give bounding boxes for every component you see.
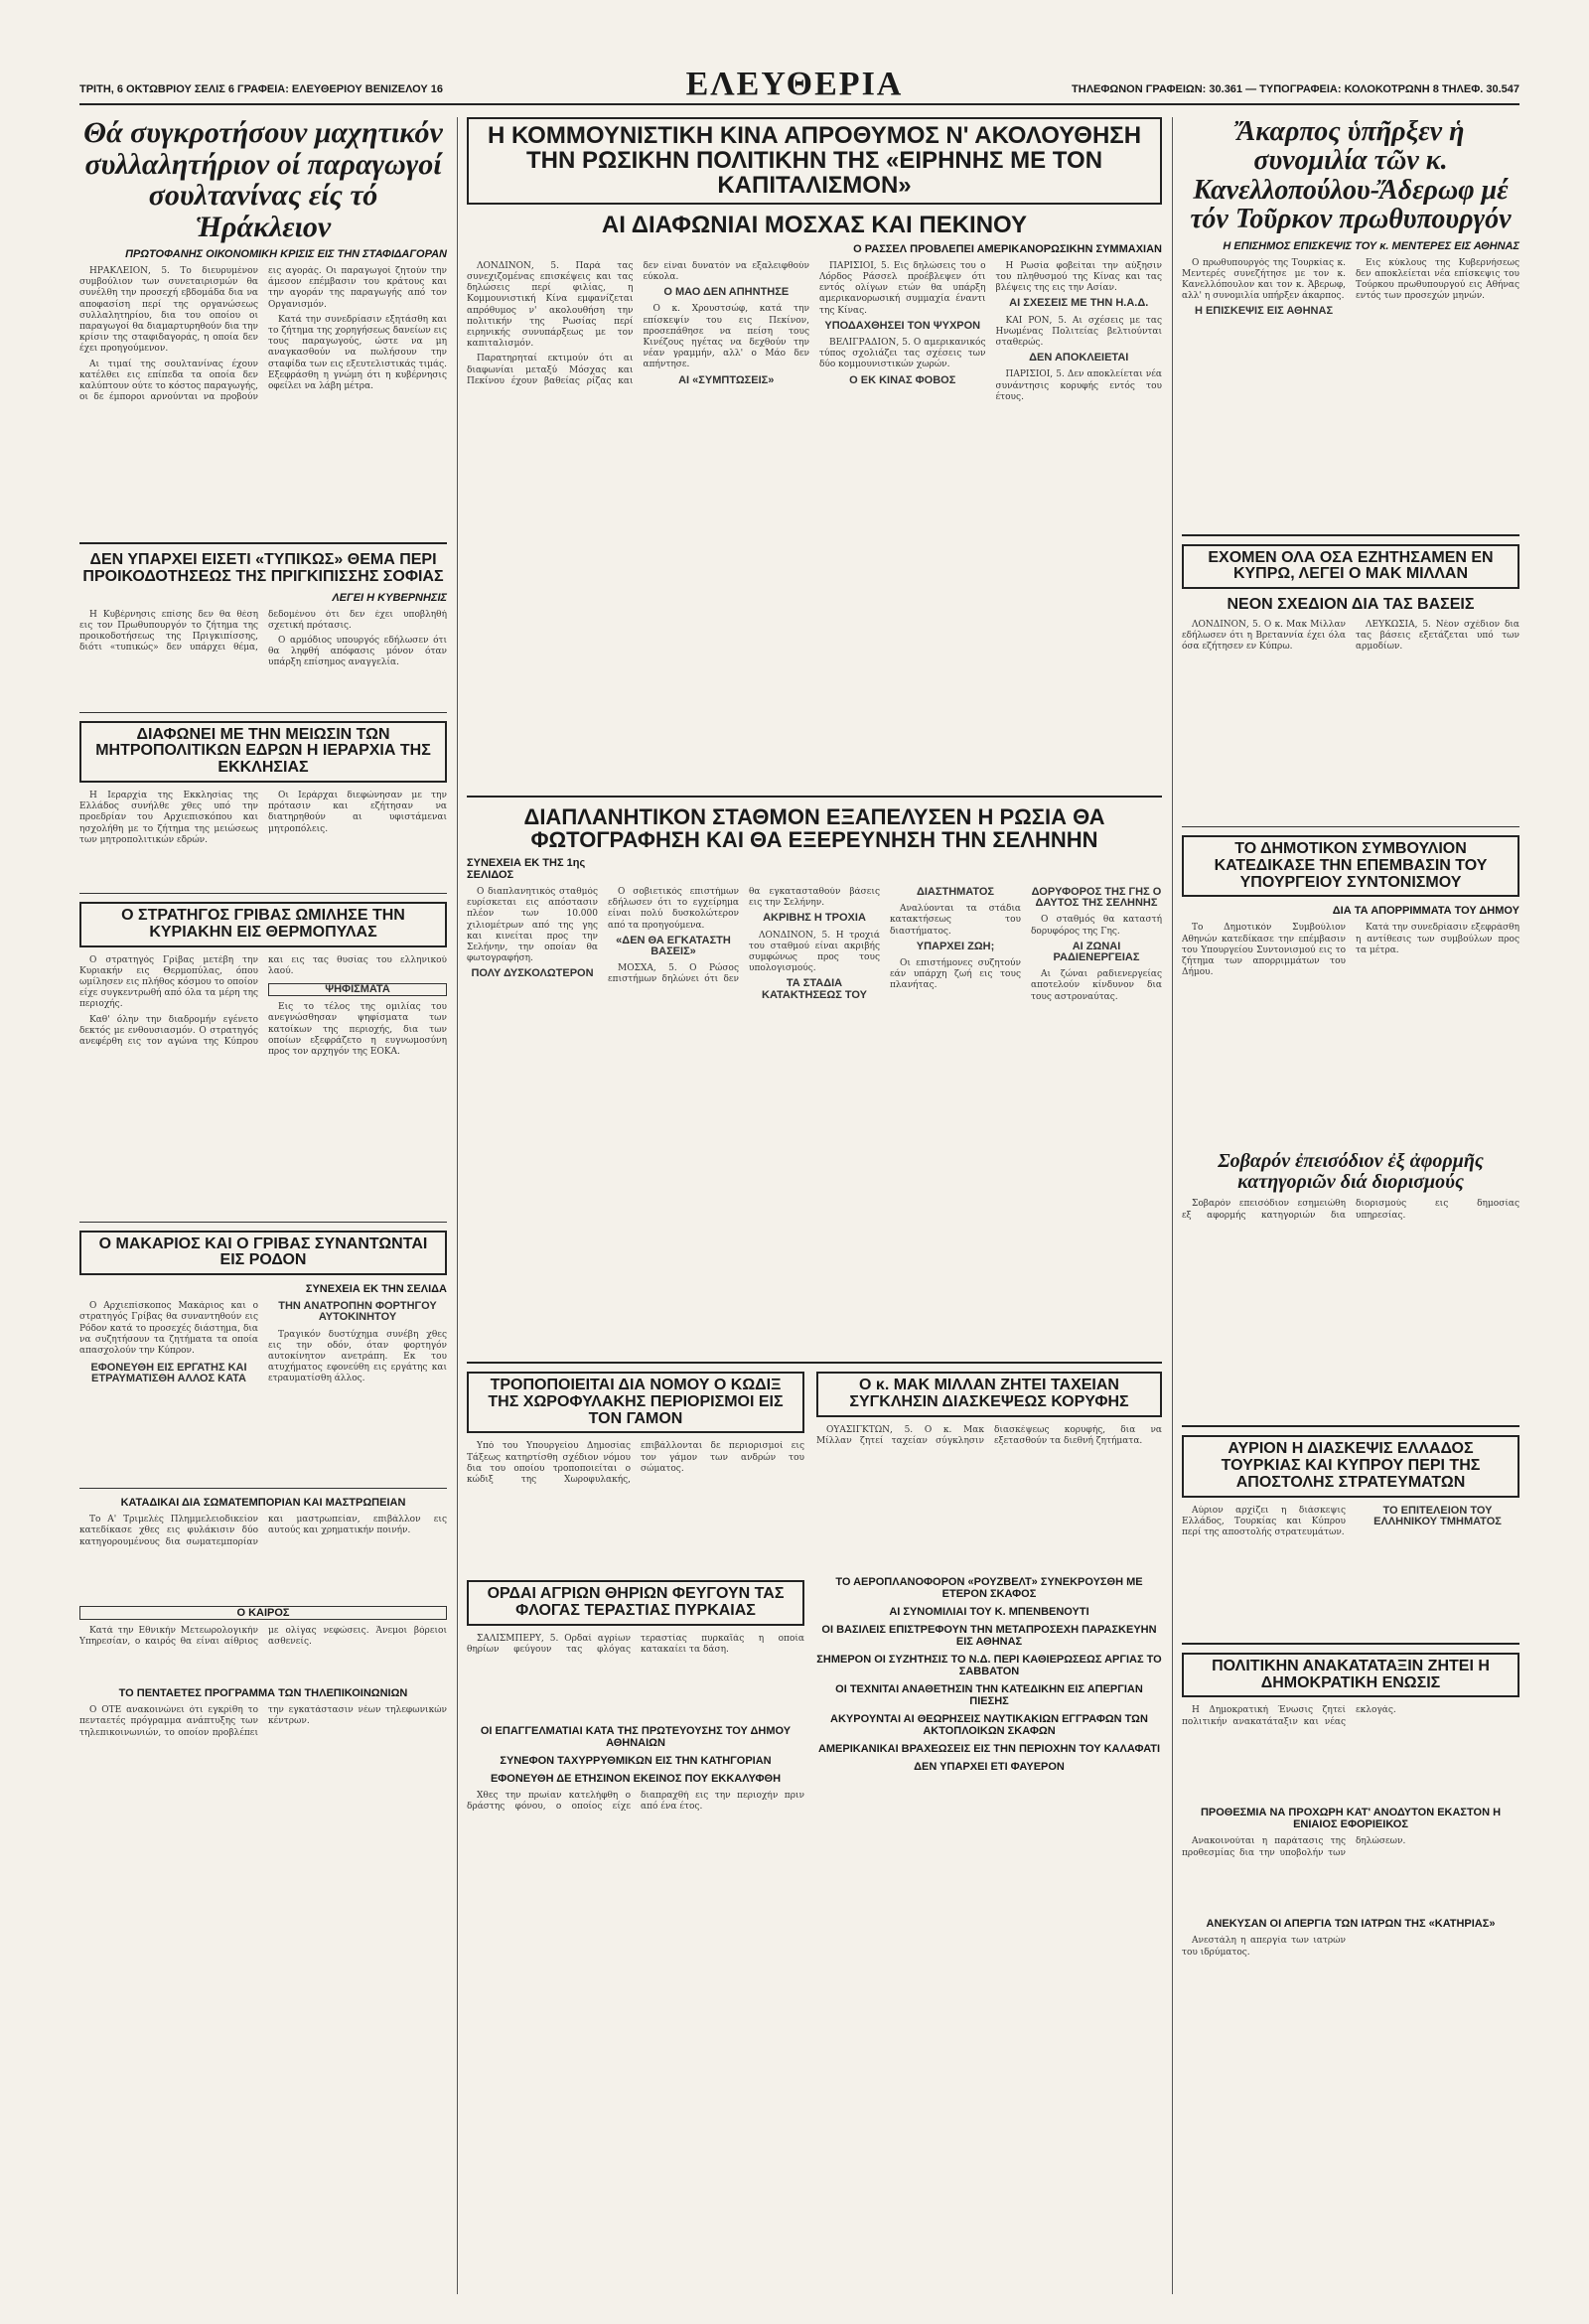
- article-body: ΛΟΝΔΙΝΟΝ, 5. Παρά τας συνεχιζομένας επισκέψεις και τας δηλώσεις περί φιλίας, η Κομμουνιστική Κίνα εμφανίζεται απρόθυμος ν' ακολουθήση την πολιτικήν της Ρωσίας περί ειρηνικής συνυπάρξεως με τον καπιταλισμόν. Παρατηρηταί εκτιμούν ότι αι διαφωνίαι μεταξύ Μόσχας και Πεκίνου έχουν βαθείας ρίζας και δεν είναι δυνατόν να εξαλειφθούν εύκολα. Ο ΜΑΟ ΔΕΝ ΑΠΗΝΤΗΣΕ Ο κ. Χρουστσώφ, κατά την επίσκεψίν του εις Πεκίνον, προσεπάθησε να πείση τους Κινέζους ηγέτας να δεχθούν την νέαν γραμμήν, αλλ' ο Μάο δεν απήντησε. ΑΙ «ΣΥΜΠΤΩΣΕΙΣ» ΠΑΡΙΣΙΟΙ, 5. Εις δηλώσεις του ο Λόρδος Ράσσελ προέβλεψεν ότι εντός ολίγων ετών θα υπάρξη αμερικανορωσική συμμαχία έναντι της Κίνας. ΥΠΟΔΑΧΘΗΣΕΙ ΤΟΝ ΨΥΧΡΟΝ ΒΕΛΙΓΡΑΔΙΟΝ, 5. Ο αμερικανικός τύπος σχολιάζει τας σχέσεις των δύο κομμουνιστικών χωρών. Ο ΕΚ ΚΙΝΑΣ ΦΟΒΟΣ Η Ρωσία φοβείται την αύξησιν του πληθυσμού της Κίνας και τας βλέψεις της εις την Ασίαν. ΑΙ ΣΧΕΣΕΙΣ ΜΕ ΤΗΝ Η.Α.Δ. ΚΑΙ ΡΟΝ, 5. Αι σχέσεις με τας Ηνωμένας Πολιτείας βελτιούνται σταθερώς. ΔΕΝ ΑΠΟΚΛΕΙΕΤΑΙ ΠΑΡΙΣΙΟΙ, 5. Δεν αποκλείεται νέα συνάντησις κορυφής εντός του έτους.: [467, 260, 1162, 402]
- subhead-russell: Ο ΡΑΣΣΕΛ ΠΡΟΒΛΕΠΕΙ ΑΜΕΡΙΚΑΝΟΡΩΣΙΚΗΝ ΣΥΜΜΑΧΙΑΝ: [853, 242, 1162, 255]
- subhead-doryforos: ΔΟΡΥΦΟΡΟΣ ΤΗΣ ΓΗΣ Ο ΔΑΥΤΟΣ ΤΗΣ ΣΕΛΗΝΗΣ: [1031, 886, 1162, 910]
- headline-sultanina: Θά συγκροτήσουν μαχητικόν συλλαλητήριον οί παραγωγοί σουλτανίνας είς τό Ἡράκλειον: [83, 116, 443, 243]
- headline-kanellopoulos: Ἄκαρπος ὑπῆρξεν ἡ συνομιλία τῶν κ. Κανελλοπούλου-Ἄδερωφ μέ τόν Τοῦρκον πρωθυπουργόν: [1190, 116, 1512, 235]
- article-body: Το Α' Τριμελές Πλημμελειοδικείον κατεδίκασε χθες εις φυλάκισιν δύο κατηγορουμένους δια σωματεμπορίαν και μαστρωπείαν, επιβάλλον εις αυτούς και χρηματικήν ποινήν.: [79, 1515, 447, 1547]
- subhead-synecheia-1: ΣΥΝΕΧΕΙΑ ΕΚ ΤΗΣ 1ης ΣΕΛΙΔΟΣ: [467, 856, 586, 881]
- subhead-vasileis: ΟΙ ΒΑΣΙΛΕΙΣ ΕΠΙΣΤΡΕΦΟΥΝ ΤΗΝ ΜΕΤΑΠΡΟΣΕΧΗ ΠΑΡΑΣΚΕΥΗΝ ΕΙΣ ΑΘΗΝΑΣ: [821, 1623, 1157, 1648]
- subhead-symptoseis: ΑΙ «ΣΥΜΠΤΩΣΕΙΣ»: [678, 373, 775, 386]
- subhead-synefon: ΣΥΝΕΦΟΝ ΤΑΧΥΡΡΥΘΜΙΚΩΝ ΕΙΣ ΤΗΝ ΚΑΤΗΓΟΡΙΑΝ: [500, 1754, 772, 1767]
- subhead-amerikanikai: ΑΜΕΡΙΚΑΝΙΚΑΙ ΒΡΑΧΕΩΣΕΙΣ ΕΙΣ ΤΗΝ ΠΕΡΙΟΧΗΝ ΤΟΥ ΚΑΛΑΦΑΤΙ: [817, 1742, 1161, 1755]
- article-body: Η Δημοκρατική Ένωσις ζητεί πολιτικήν ανακατάταξιν και νέας εκλογάς.: [1182, 1705, 1396, 1727]
- article-body: ΣΑΛΙΣΜΠΕΡΥ, 5. Ορδαί αγρίων θηρίων φεύγουν τας φλόγας τεραστίας πυρκαϊάς η οποία κατακαίει τα δάση.: [467, 1633, 804, 1656]
- header-rule: [79, 103, 1519, 105]
- subhead-akyrountai: ΑΚΥΡΟΥΝΤΑΙ ΑΙ ΘΕΩΡΗΣΕΙΣ ΝΑΥΤΙΚΑΚΙΩΝ ΕΓΓΡΑΦΩΝ ΤΩΝ ΑΚΤΟΠΛΟΙΚΩΝ ΣΚΑΦΩΝ: [830, 1712, 1148, 1737]
- headline-ordai: ΟΡΔΑΙ ΑΓΡΙΩΝ ΘΗΡΙΩΝ ΦΕΥΓΟΥΝ ΤΑΣ ΦΛΟΓΑΣ ΤΕΡΑΣΤΙΑΣ ΠΥΡΚΑΙΑΣ: [467, 1580, 804, 1626]
- subhead-scheseis: ΑΙ ΣΧΕΣΕΙΣ ΜΕ ΤΗΝ Η.Α.Δ.: [1009, 297, 1149, 310]
- box-psifismata: ΨΗΦΙΣΜΑΤΑ: [268, 983, 447, 996]
- article-body: Κατά την Εθνικήν Μετεωρολογικήν Υπηρεσίαν, ο καιρός θα είναι αίθριος με ολίγας νεφώσεις. Άνεμοι βόρειοι ασθενείς.: [79, 1626, 447, 1648]
- article-body: Αύριον αρχίζει η διάσκεψις Ελλάδος, Τουρκίας και Κύπρου περί της αποστολής στρατευμάτων. ΤΟ ΕΠΙΤΕΛΕΙΟΝ ΤΟΥ ΕΛΛΗΝΙΚΟΥ ΤΜΗΜΑΤΟΣ: [1182, 1506, 1519, 1635]
- subhead-stadia: ΤΑ ΣΤΑΔΙΑ ΚΑΤΑΚΤΗΣΕΩΣ ΤΟΥ ΔΙΑΣΤΗΜΑΤΟΣ: [762, 886, 995, 1001]
- article-body: Ο στρατηγός Γρίβας μετέβη την Κυριακήν εις Θερμοπύλας, όπου ωμίλησεν εις πλήθος κόσμου το οποίον είχε συγκεντρωθή από όλα τα μέρη της περιοχής. Καθ' όλην την διαδρομήν εγένετο δεκτός με ενθουσιασμόν. Ο στρατηγός ανεφέρθη εις τον αγώνα της Κύπρου και εις τας θυσίας του ελληνικού λαού. ΨΗΦΙΣΜΑΤΑ Εις το τέλος της ομιλίας του ανεγνώσθησαν ψηφίσματα των κατοίκων της περιοχής, δια των οποίων εξεφράζετο η ευγνωμοσύνη προς τον αρχηγόν της ΕΟΚΑ.: [79, 954, 447, 1057]
- column-center: [467, 117, 1162, 2294]
- subhead-epiteleion: ΤΟ ΕΠΙΤΕΛΕΙΟΝ ΤΟΥ ΕΛΛΗΝΙΚΟΥ ΤΜΗΜΑΤΟΣ: [1373, 1505, 1502, 1527]
- headline-epeisodion: Σοβαρόν ἐπεισόδιον ἐξ ἀφορμῆς κατηγοριῶν διά διορισμούς: [1218, 1150, 1484, 1194]
- subhead-episkepsis: Η ΕΠΙΣΚΕΨΙΣ ΕΙΣ ΑΘΗΝΑΣ: [1194, 305, 1334, 318]
- subhead-mao: Ο ΜΑΟ ΔΕΝ ΑΠΗΝΤΗΣΕ: [663, 286, 790, 299]
- headline-makmillan: Ο κ. ΜΑΚ ΜΙΛΛΑΝ ΖΗΤΕΙ ΤΑΧΕΙΑΝ ΣΥΓΚΛΗΣΙΝ ΔΙΑΣΚΕΨΕΩΣ ΚΟΡΥΦΗΣ: [816, 1372, 1162, 1417]
- subhead-stafidagora: ΠΡΩΤΟΦΑΝΗΣ ΟΙΚΟΝΟΜΙΚΗ ΚΡΙΣΙΣ ΕΙΣ ΤΗΝ ΣΤΑΦΙΔΑΓΟΡΑΝ: [125, 248, 447, 260]
- headline-grivas: Ο ΣΤΡΑΤΗΓΟΣ ΓΡΙΒΑΣ ΩΜΙΛΗΣΕ ΤΗΝ ΚΥΡΙΑΚΗΝ ΕΙΣ ΘΕΡΜΟΠΥΛΑΣ: [79, 902, 447, 947]
- subhead-efoneuthi-2: ΕΦΟΝΕΥΘΗ ΔΕ ΕΤΗΣΙΝΟΝ ΕΚΕΙΝΟΣ ΠΟΥ ΕΚΚΑΛΥΦΘΗ: [490, 1772, 782, 1785]
- header-left-info: ΤΡΙΤΗ, 6 ΟΚΤΩΒΡΙΟΥ ΣΕΛΙΣ 6 ΓΡΑΦΕΙΑ: ΕΛΕΥΘΕΡΙΟΥ ΒΕΝΙΖΕΛΟΥ 16: [79, 83, 444, 95]
- subhead-kairos: Ο ΚΑΙΡΟΣ: [79, 1606, 447, 1620]
- headline-diaplanitikon: ΔΙΑΠΛΑΝΗΤΙΚΟΝ ΣΤΑΘΜΟΝ ΕΞΑΠΕΛΥΣΕΝ Η ΡΩΣΙΑ ΘΑ ΦΩΤΟΓΡΑΦΗΣΗ ΚΑΙ ΘΑ ΕΞΕΡΕΥΝΗΣΗ ΤΗΝ ΣΕΛΗΝΗΝ: [523, 803, 1105, 852]
- headline-diafoniai: ΑΙ ΔΙΑΦΩΝΙΑΙ ΜΟΣΧΑΣ ΚΑΙ ΠΕΚΙΝΟΥ: [601, 211, 1028, 238]
- subhead-trochia: ΑΚΡΙΒΗΣ Η ΤΡΟΧΙΑ: [763, 912, 866, 925]
- subhead-zonai: ΑΙ ΖΩΝΑΙ ΡΑΔΙΕΝΕΡΓΕΙΑΣ: [1053, 940, 1140, 963]
- subhead-kyvernisis: ΛΕΓΕΙ Η ΚΥΒΕΡΝΗΣΙΣ: [332, 591, 447, 604]
- subhead-synecheia: ΣΥΝΕΧΕΙΑ ΕΚ ΤΗΝ ΣΕΛΙΔΑ: [305, 1283, 447, 1296]
- subhead-efoneuthi: ΕΦΟΝΕΥΘΗ ΕΙΣ ΕΡΓΑΤΗΣ ΚΑΙ ΕΤΡΑΥΜΑΤΙΣΘΗ ΑΛΛΟΣ ΚΑΤΑ ΤΗΝ ΑΝΑΤΡΟΠΗΝ ΦΟΡΤΗΓΟΥ ΑΥΤΟΚΙΝΗΤΟΥ: [90, 1301, 437, 1385]
- headline-vaseis: ΝΕΟΝ ΣΧΕΔΙΟΝ ΔΙΑ ΤΑΣ ΒΑΣΕΙΣ: [1227, 596, 1475, 614]
- subhead-aporrimmata: ΔΙΑ ΤΑ ΑΠΟΡΡΙΜΜΑΤΑ ΤΟΥ ΔΗΜΟΥ: [1332, 905, 1519, 918]
- column-separator: [1172, 117, 1173, 2294]
- subhead-tilepikoinonies: ΤΟ ΠΕΝΤΑΕΤΕΣ ΠΡΟΓΡΑΜΜΑ ΤΩΝ ΤΗΛΕΠΙΚΟΙΝΩΝΙΩΝ: [118, 1687, 408, 1700]
- subhead-apergia: ΑΝΕΚΥΣΑΝ ΟΙ ΑΠΕΡΓΙΑ ΤΩΝ ΙΑΤΡΩΝ ΤΗΣ «ΚΑΤΗΡΙΑΣ»: [1206, 1918, 1496, 1931]
- article-body: Το Δημοτικόν Συμβούλιον Αθηνών κατεδίκασε την επέμβασιν του Υπουργείου Συντονισμού εις το ζήτημα των απορριμμάτων του Δήμου. Κατά την συνεδρίασιν εξεφράσθη η αντίθεσις των συμβούλων προς τα μέτρα.: [1182, 923, 1519, 978]
- article-body: Υπό του Υπουργείου Δημοσίας Τάξεως κατηρτίσθη σχέδιον νόμου δια του οποίου τροποποιείται ο κώδιξ της Χωροφυλακής, επιβάλλονται δε περιορισμοί εις τον γάμον των ανδρών του σώματος.: [467, 1441, 804, 1485]
- article-body: Ο Αρχιεπίσκοπος Μακάριος και ο στρατηγός Γρίβας θα συναντηθούν εις Ρόδον κατά το προσεχές διάστημα, δια να συζητήσουν τα ζητήματα τα οποία απασχολούν την Κύπρον. ΕΦΟΝΕΥΘΗ ΕΙΣ ΕΡΓΑΤΗΣ ΚΑΙ ΕΤΡΑΥΜΑΤΙΣΘΗ ΑΛΛΟΣ ΚΑΤΑ ΤΗΝ ΑΝΑΤΡΟΠΗΝ ΦΟΡΤΗΓΟΥ ΑΥΤΟΚΙΝΗΤΟΥ Τραγικόν δυστύχημα συνέβη χθες εις την οδόν, όταν φορτηγόν αυτοκίνητον ανετράπη. Εκ του ατυχήματος εφονεύθη εις εργάτης και ετραυματίσθη άλλος.: [79, 1301, 447, 1480]
- article-body: Χθες την πρωίαν κατελήφθη ο δράστης φόνου, ο οποίος είχε διαπραχθή εις την περιοχήν πριν από ένα έτος.: [467, 1790, 804, 1813]
- article-body: Ανεστάλη η απεργία των ιατρών του ιδρύματος.: [1182, 1936, 1346, 1958]
- headline-chorofylaki: ΤΡΟΠΟΠΟΙΕΙΤΑΙ ΔΙΑ ΝΟΜΟΥ Ο ΚΩΔΙΞ ΤΗΣ ΧΩΡΟΦΥΛΑΚΗΣ ΠΕΡΙΟΡΙΣΜΟΙ ΕΙΣ ΤΟΝ ΓΑΜΟΝ: [467, 1372, 804, 1433]
- article-body: Ο διαπλανητικός σταθμός ευρίσκεται εις απόστασιν πλέον των 10.000 χιλιομέτρων από της γης και κινείται προς την Σελήνην, την οποίαν θα φωτογραφήση. ΠΟΛΥ ΔΥΣΚΟΛΩΤΕΡΟΝ Ο σοβιετικός επιστήμων εδήλωσεν ότι το εγχείρημα είναι πολύ δυσκολώτερον από τα προηγούμενα. «ΔΕΝ ΘΑ ΕΓΚΑΤΑΣΤΗ ΒΑΣΕΙΣ» ΜΟΣΧΑ, 5. Ο Ρώσος επιστήμων δηλώνει ότι δεν θα εγκατασταθούν βάσεις εις την Σελήνην. ΑΚΡΙΒΗΣ Η ΤΡΟΧΙΑ ΛΟΝΔΙΝΟΝ, 5. Η τροχιά του σταθμού είναι ακριβής συμφώνως προς τους υπολογισμούς. ΤΑ ΣΤΑΔΙΑ ΚΑΤΑΚΤΗΣΕΩΣ ΤΟΥ ΔΙΑΣΤΗΜΑΤΟΣ Αναλύονται τα στάδια κατακτήσεως του διαστήματος. ΥΠΑΡΧΕΙ ΖΩΗ; Οι επιστήμονες συζητούν εάν υπάρχη ζωή εις τους πλανήτας. ΔΟΡΥΦΟΡΟΣ ΤΗΣ ΓΗΣ Ο ΔΑΥΤΟΣ ΤΗΣ ΣΕΛΗΝΗΣ Ο σταθμός θα καταστή δορυφόρος της Γης. ΑΙ ΖΩΝΑΙ ΡΑΔΙΕΝΕΡΓΕΙΑΣ Αι ζώναι ραδιενεργείας αποτελούν κίνδυνον δια τους αστροναύτας.: [467, 886, 1162, 1002]
- subhead-psychron: ΥΠΟΔΑΧΘΗΣΕΙ ΤΟΝ ΨΥΧΡΟΝ: [824, 319, 981, 332]
- headline-dimotikon: ΤΟ ΔΗΜΟΤΙΚΟΝ ΣΥΜΒΟΥΛΙΟΝ ΚΑΤΕΔΙΚΑΣΕ ΤΗΝ ΕΠΕΜΒΑΣΙΝ ΤΟΥ ΥΠΟΥΡΓΕΙΟΥ ΣΥΝΤΟΝΙΣΜΟΥ: [1182, 835, 1519, 897]
- subhead-zoi: ΥΠΑΡΧΕΙ ΖΩΗ;: [916, 940, 995, 952]
- article-body: Ο ΟΤΕ ανακοινώνει ότι εγκρίθη το πενταετές πρόγραμμα ανάπτυξης των τηλεπικοινωνιών, το οποίον προβλέπει την εγκατάστασιν νέων τηλεφωνικών κέντρων.: [79, 1705, 447, 1738]
- article-body: Ο πρωθυπουργός της Τουρκίας κ. Μεντερές συνεζήτησε με τον κ. Κανελλόπουλον και τον κ. Άβερωφ, αλλ' η συνομιλία υπήρξεν άκαρπος. Η ΕΠΙΣΚΕΨΙΣ ΕΙΣ ΑΘΗΝΑΣ Εις κύκλους της Κυβερνήσεως δεν αποκλείεται νέα επίσκεψις του Τούρκου πρωθυπουργού εις Αθήνας εντός των προσεχών μηνών.: [1182, 257, 1519, 318]
- article-body: Η Ιεραρχία της Εκκλησίας της Ελλάδος συνήλθε χθες υπό την προεδρίαν του Αρχιεπισκόπου και ησχολήθη με το ζήτημα της μειώσεως των μητροπολιτικών εδρών. Οι Ιεράρχαι διεφώνησαν με την πρότασιν και εζήτησαν να διατηρηθούν αι υφιστάμεναι μητροπόλεις.: [79, 790, 447, 845]
- subhead-epaggelmatiai: ΟΙ ΕΠΑΓΓΕΛΜΑΤΙΑΙ ΚΑΤΑ ΤΗΣ ΠΡΩΤΕΥΟΥΣΗΣ ΤΟΥ ΔΗΜΟΥ ΑΘΗΝΑΙΩΝ: [480, 1724, 792, 1749]
- article-body: ΛΟΝΔΙΝΟΝ, 5. Ο κ. Μακ Μίλλαν εδήλωσεν ότι η Βρεταννία έχει όλα όσα εζήτησεν εν Κύπρω. ΛΕΥΚΩΣΙΑ, 5. Νέον σχέδιον δια τας βάσεις εξετάζεται υπό των αρμοδίων.: [1182, 619, 1519, 653]
- subhead-fayeron: ΔΕΝ ΥΠΑΡΧΕΙ ΕΤΙ ΦΑΥΕΡΟΝ: [914, 1760, 1065, 1773]
- headline-makmillan-kypros: ΕΧΟΜΕΝ ΟΛΑ ΟΣΑ ΕΖΗΤΗΣΑΜΕΝ ΕΝ ΚΥΠΡΩ, ΛΕΓΕΙ Ο ΜΑΚ ΜΙΛΛΑΝ: [1182, 544, 1519, 590]
- column-left: [79, 117, 447, 2294]
- subhead-katadikai: ΚΑΤΑΔΙΚΑΙ ΔΙΑ ΣΩΜΑΤΕΜΠΟΡΙΑΝ ΚΑΙ ΜΑΣΤΡΩΠΕΙΑΝ: [120, 1497, 406, 1510]
- column-separator: [457, 117, 458, 2294]
- header-right-info: ΤΗΛΕΦΩΝΟΝ ΓΡΑΦΕΙΩΝ: 30.361 — ΤΥΠΟΓΡΑΦΕΙΑ: ΚΟΛΟΚΟΤΡΩΝΗ 8 ΤΗΛΕΦ. 30.547: [1072, 83, 1519, 95]
- headline-makarios-grivas: Ο ΜΑΚΑΡΙΟΣ ΚΑΙ Ο ΓΡΙΒΑΣ ΣΥΝΑΝΤΩΝΤΑΙ ΕΙΣ ΡΟΔΟΝ: [79, 1231, 447, 1276]
- subhead-technitai: ΟΙ ΤΕΧΝΙΤΑΙ ΑΝΑΘΕΤΗΣΙΝ ΤΗΝ ΚΑΤΕΔΙΚΗΝ ΕΙΣ ΑΠΕΡΓΙΑΝ ΠΙΕΣΗΣ: [835, 1682, 1143, 1707]
- subhead-rouzvelt: ΤΟ ΑΕΡΟΠΛΑΝΟΦΟΡΟΝ «ΡΟΥΖΒΕΛΤ» ΣΥΝΕΚΡΟΥΣΘΗ ΜΕ ΕΤΕΡΟΝ ΣΚΑΦΟΣ: [835, 1575, 1143, 1600]
- headline-diaskepsis: ΑΥΡΙΟΝ Η ΔΙΑΣΚΕΨΙΣ ΕΛΛΑΔΟΣ ΤΟΥΡΚΙΑΣ ΚΑΙ ΚΥΠΡΟΥ ΠΕΡΙ ΤΗΣ ΑΠΟΣΤΟΛΗΣ ΣΤΡΑΤΕΥΜΑΤΩΝ: [1182, 1435, 1519, 1497]
- column-right: [1182, 117, 1519, 2294]
- masthead: ΕΛΕΥΘΕΡΙΑ: [685, 66, 904, 102]
- subhead-menteres: Η ΕΠΙΣΗΜΟΣ ΕΠΙΣΚΕΨΙΣ ΤΟΥ κ. ΜΕΝΤΕΡΕΣ ΕΙΣ ΑΘΗΝΑΣ: [1223, 239, 1519, 252]
- article-body: ΗΡΑΚΛΕΙΟΝ, 5. Το διευρυμένον συμβούλιον των συνεταιρισμών θα συνέλθη την προσεχή εβδομάδα δια να αποφασίση περί της οργανώσεως συλλαλητηρίου, δια του οποίου οι παραγωγοί θα διαμαρτυρηθούν δια την κρίσιν της σταφιδαγοράς, η οποία δεν έχει προηγούμενον. Αι τιμαί της σουλτανίνας έχουν κατέλθει εις επίπεδα τα οποία δεν καλύπτουν ούτε το κόστος παραγωγής, οι δε έμποροι αρνούνται να προβούν εις αγοράς. Οι παραγωγοί ζητούν την άμεσον επέμβασιν του κράτους και την αγοράν της παραγωγής από τον Οργανισμόν. Κατά την συνεδρίασιν εξητάσθη και το ζήτημα της χορηγήσεως δανείων εις τους παραγωγούς, ώστε να μη αναγκασθούν να πωλήσουν την σταφίδα των εις εξευτελιστικάς τιμάς. Εξεφράσθη η γνώμη ότι η κυβέρνησις οφείλει να λάβη μέτρα.: [79, 266, 447, 403]
- subhead-prothesmia: ΠΡΟΘΕΣΜΙΑ ΝΑ ΠΡΟΧΩΡΗ ΚΑΤ' ΑΝΟΔΥΤΟΝ ΕΚΑΣΤΟΝ Η ΕΝΙΑΙΟΣ ΕΦΟΡΙΕΙΚΟΣ: [1200, 1807, 1502, 1831]
- headline-kina: Η ΚΟΜΜΟΥΝΙΣΤΙΚΗ ΚΙΝΑ ΑΠΡΟΘΥΜΟΣ Ν' ΑΚΟΛΟΥΘΗΣΗ ΤΗΝ ΡΩΣΙΚΗΝ ΠΟΛΙΤΙΚΗΝ ΤΗΣ «ΕΙΡΗΝΗΣ ΜΕ ΤΟΝ ΚΑΠΙΤΑΛΙΣΜΟΝ»: [467, 117, 1162, 205]
- headline-ierarchia: ΔΙΑΦΩΝΕΙ ΜΕ ΤΗΝ ΜΕΙΩΣΙΝ ΤΩΝ ΜΗΤΡΟΠΟΛΙΤΙΚΩΝ ΕΔΡΩΝ Η ΙΕΡΑΡΧΙΑ ΤΗΣ ΕΚΚΛΗΣΙΑΣ: [79, 721, 447, 783]
- article-body: ΟΥΑΣΙΓΚΤΩΝ, 5. Ο κ. Μακ Μίλλαν ζητεί ταχείαν σύγκλησιν διασκέψεως κορυφής, δια να εξετασθούν τα διεθνή ζητήματα.: [816, 1424, 1162, 1446]
- subhead-sabbaton: ΣΗΜΕΡΟΝ ΟΙ ΣΥΖΗΤΗΣΙΣ ΤΟ Ν.Δ. ΠΕΡΙ ΚΑΘΙΕΡΩΣΕΩΣ ΑΡΓΙΑΣ ΤΟ ΣΑΒΒΑΤΟΝ: [816, 1653, 1162, 1677]
- subhead-synomiliai: ΑΙ ΣΥΝΟΜΙΛΙΑΙ ΤΟΥ Κ. ΜΠΕΝΒΕΝΟΥΤΙ: [889, 1605, 1089, 1618]
- article-body: Ανακοινούται η παράτασις της προθεσμίας δια την υποβολήν των δηλώσεων.: [1182, 1836, 1406, 1858]
- article-body: Σοβαρόν επεισόδιον εσημειώθη εξ αφορμής κατηγοριών δια διορισμούς εις δημοσίας υπηρεσίας.: [1182, 1199, 1519, 1221]
- subhead-fovos: Ο ΕΚ ΚΙΝΑΣ ΦΟΒΟΣ: [849, 373, 956, 386]
- headline-anakatataxin: ΠΟΛΙΤΙΚΗΝ ΑΝΑΚΑΤΑΤΑΞΙΝ ΖΗΤΕΙ Η ΔΗΜΟΚΡΑΤΙΚΗ ΕΝΩΣΙΣ: [1182, 1653, 1519, 1698]
- article-body: Η Κυβέρνησις επίσης δεν θα θέση εις τον Πρωθυπουργόν το ζήτημα της προικοδοτήσεως της Πριγκιπίσσης, διότι «τυπικώς» δεν υπάρχει θέμα, δεδομένου ότι δεν έχει υποβληθή σχετική πρότασις. Ο αρμόδιος υπουργός εδήλωσεν ότι θα ληφθή απόφασις μόνον όταν υπάρξη επίσημος αναγγελία.: [79, 609, 447, 668]
- subhead-apokleietai: ΔΕΝ ΑΠΟΚΛΕΙΕΤΑΙ: [1029, 352, 1129, 364]
- headline-sofia: ΔΕΝ ΥΠΑΡΧΕΙ ΕΙΣΕΤΙ «ΤΥΠΙΚΩΣ» ΘΕΜΑ ΠΕΡΙ ΠΡΟΙΚΟΔΟΤΗΣΕΩΣ ΤΗΣ ΠΡΙΓΚΙΠΙΣΣΗΣ ΣΟΦΙΑΣ: [82, 551, 444, 585]
- subhead-dyskoloteron: ΠΟΛΥ ΔΥΣΚΟΛΩΤΕΡΟΝ: [471, 967, 594, 980]
- subhead-vaseis: «ΔΕΝ ΘΑ ΕΓΚΑΤΑΣΤΗ ΒΑΣΕΙΣ»: [616, 934, 731, 957]
